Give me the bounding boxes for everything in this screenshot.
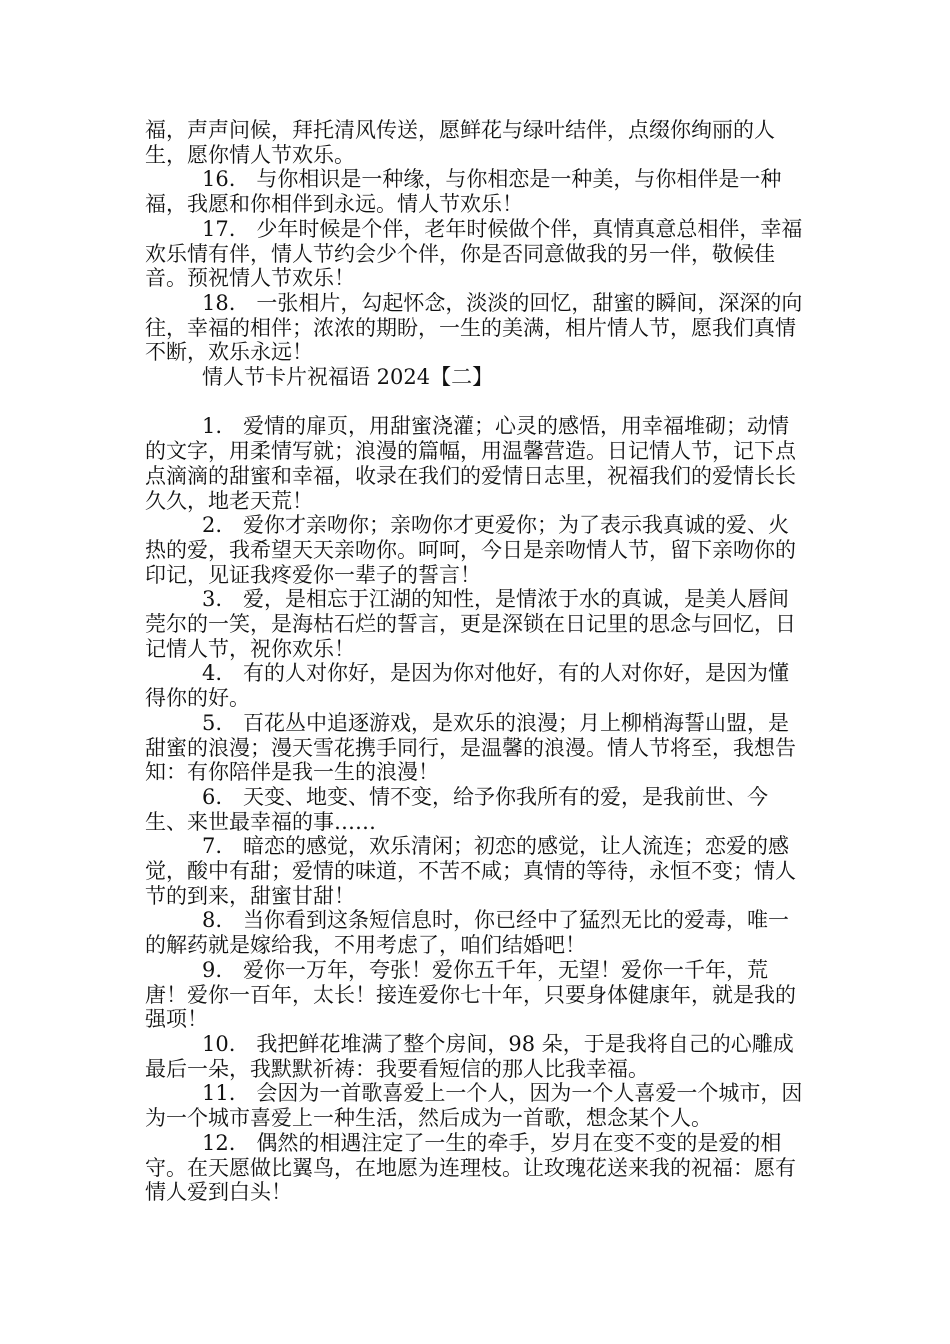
wish-item-4: 4. 有的人对你好，是因为你对他好，有的人对你好，是因为懂得你的好。 xyxy=(145,661,790,711)
wish-item-8: 8. 当你看到这条短信息时，你已经中了猛烈无比的爱毒，唯一的解药就是嫁给我，不用考虑了，咱们结婚吧！ xyxy=(145,908,790,958)
wish-item-1: 1. 爱情的扉页，用甜蜜浇灌；心灵的感悟，用幸福堆砌；动情的文字，用柔情写就；浪漫的篇幅，用温馨营造。日记情人节，记下点点滴滴的甜蜜和幸福，收录在我们的爱情日志里，祝福我们的爱情长长久久，地老天荒！ xyxy=(145,414,796,513)
wish-item-2: 2. 爱你才亲吻你；亲吻你才更爱你；为了表示我真诚的爱、火热的爱，我希望天天亲吻你。呵呵，今日是亲吻情人节，留下亲吻你的印记，见证我疼爱你一辈子的誓言！ xyxy=(145,513,796,587)
wish-item-5: 5. 百花丛中追逐游戏，是欢乐的浪漫；月上柳梢海誓山盟，是甜蜜的浪漫；漫天雪花携手同行，是温馨的浪漫。情人节将至，我想告知：有你陪伴是我一生的浪漫！ xyxy=(145,710,796,785)
wish-item-6: 6. 天变、地变、情不变，给予你我所有的爱，是我前世、今生、来世最幸福的事…… xyxy=(145,784,769,834)
wish-item-3: 3. 爱，是相忘于江湖的知性，是情浓于水的真诚，是美人唇间莞尔的一笑，是海枯石烂的誓言，更是深锁在日记里的思念与回忆，日记情人节，祝你欢乐！ xyxy=(145,587,796,661)
wish-item-18: 18. 一张相片，勾起怀念，淡淡的回忆，甜蜜的瞬间，深深的向往，幸福的相伴；浓浓的期盼，一生的美满，相片情人节，愿我们真情不断，欢乐永远！ xyxy=(145,290,803,365)
wish-item-12: 12. 偶然的相遇注定了一生的牵手，岁月在变不变的是爱的相守。在天愿做比翼鸟，在地愿为连理枝。让玫瑰花送来我的祝福：愿有情人爱到白头！ xyxy=(145,1130,796,1205)
wish-item-7: 7. 暗恋的感觉，欢乐清闲；初恋的感觉，让人流连；恋爱的感觉，酸中有甜；爱情的味道，不苦不咸；真情的等待，永恒不变；情人节的到来，甜蜜甘甜！ xyxy=(145,834,796,908)
wish-item-16: 16. 与你相识是一种缘，与你相恋是一种美，与你相伴是一种福，我愿和你相伴到永远。情人节欢乐！ xyxy=(145,167,782,217)
lead-paragraph: 福，声声问候，拜托清风传送，愿鲜花与绿叶结伴，点缀你绚丽的人生，愿你情人节欢乐。 xyxy=(145,118,775,167)
wish-item-9: 9. 爱你一万年，夸张！爱你五千年，无望！爱你一千年，荒唐！爱你一百年，太长！接连爱你七十年，只要身体健康年，就是我的强项！ xyxy=(145,957,796,1032)
wish-item-11: 11. 会因为一首歌喜爱上一个人，因为一个人喜爱一个城市，因为一个城市喜爱上一种生活，然后成为一首歌，想念某个人。 xyxy=(145,1081,803,1131)
wish-item-10: 10. 我把鲜花堆满了整个房间，98 朵，于是我将自己的心雕成最后一朵，我默默祈祷：我要看短信的那人比我幸福。 xyxy=(145,1032,794,1081)
wish-item-17: 17. 少年时候是个伴，老年时候做个伴，真情真意总相伴，幸福欢乐情有伴，情人节约会少个伴，你是否同意做我的另一伴，敬候佳音。预祝情人节欢乐！ xyxy=(145,216,803,291)
section-heading: 情人节卡片祝福语 2024【二】 xyxy=(202,365,494,390)
document-body xyxy=(145,118,809,1205)
